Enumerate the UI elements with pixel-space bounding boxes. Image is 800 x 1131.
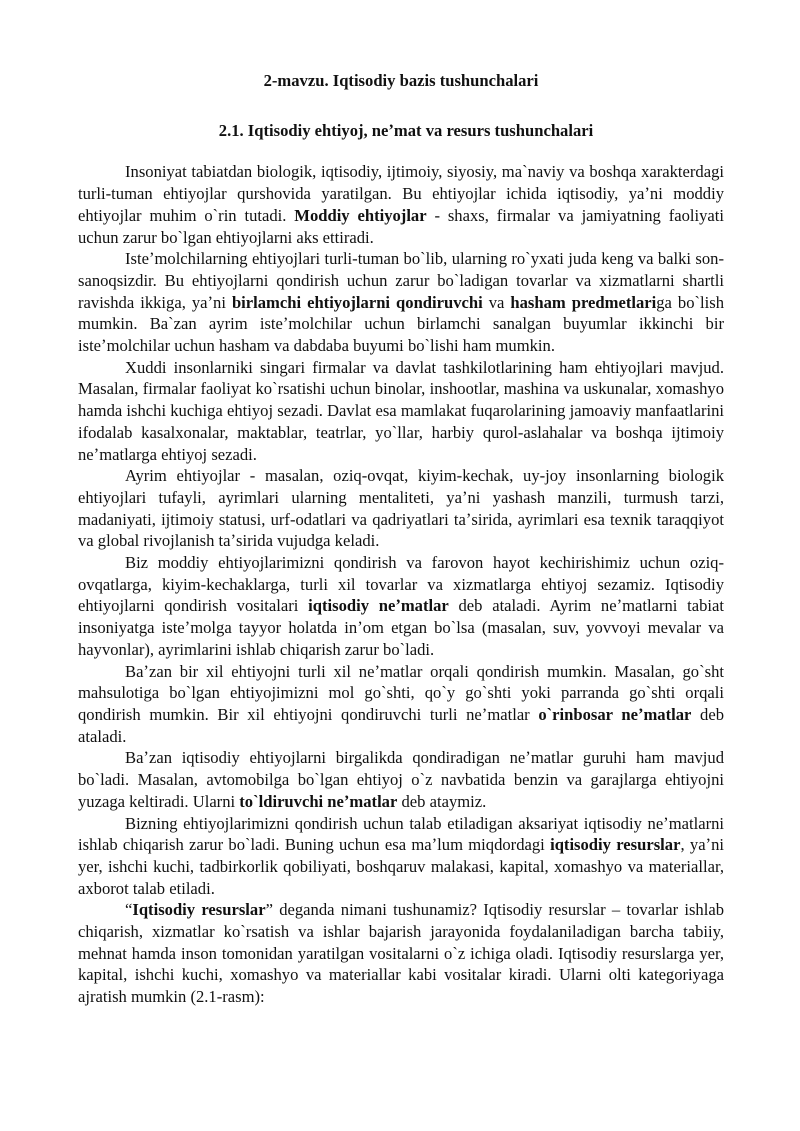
paragraph [78, 465, 724, 552]
text-run: ” deganda nimani tushunamiz? Iqtisodiy resurslar – tovarlar ishlab chiqarish, xizmatlar ko`rsatish va ishlar bajarish jarayonida foydalaniladigan barcha tabiiy, mehnat hamda inson tomonidan yaratilgan vositalarni o`z ichiga oladi. Iqtisodiy resurslarga yer, kapital, ishchi kuchi, xomashyo va materiallar kabi vositalar kiradi. Ularni olti kategoriyaga ajratish mumkin (2.1-rasm): [78, 900, 725, 1007]
paragraph [78, 813, 724, 900]
bold-term: to`ldiruvchi neʼmatlar [239, 791, 398, 811]
bold-term: iqtisodiy neʼmatlar [308, 596, 449, 616]
text-run: va [482, 292, 511, 312]
text-run: - shaxs, firmalar va jamiyatning faoliyati uchun zarur bo`lgan ehtiyojlarni aks ettiradi. [78, 205, 724, 247]
text-run: Baʼzan bir xil ehtiyojni turli xil neʼmatlar orqali qondirish mumkin. Masalan, go`sht mahsulotiga bo`lgan ehtiyojimizni mol go`shti, qo`y go`shti yoki parranda go`shti orqali qondirish mumkin. Bir xil ehtiyojni qondiruvchi turli neʼmatlar [78, 661, 724, 724]
document-page [78, 70, 724, 1008]
bold-term: Moddiy ehtiyojlar [294, 205, 427, 225]
bold-term: birlamchi ehtiyojlarni qondiruvchi [231, 292, 483, 312]
bold-term: Iqtisodiy resurslar [132, 900, 266, 920]
text-run: Biz moddiy ehtiyojlarimizni qondirish va farovon hayot kechirishimiz uchun oziq-ovqatlarga, kiyim-kechaklarga, turli xil tovarlar va xizmatlarga ehtiyoj sezamiz. Iqtisodiy ehtiyojlarni qondirish vositalari [78, 553, 724, 616]
paragraph [78, 661, 724, 748]
section-subtitle: 2.1. Iqtisodiy ehtiyoj, neʼmat va resurs tushunchalari [218, 120, 594, 140]
text-run: deb ataymiz. [397, 791, 487, 811]
text-run: Baʼzan iqtisodiy ehtiyojlarni birgalikda qondiradigan neʼmatlar guruhi ham mavjud bo`ladi. Masalan, avtomobilga bo`lgan ehtiyoj o`z navbatida benzin va garajlarga ehtiyojni yuzaga keltiradi. Ularni [78, 748, 724, 811]
text-run: Insoniyat tabiatdan biologik, iqtisodiy, ijtimoiy, siyosiy, ma`naviy va boshqa xarakterdagi turli-tuman ehtiyojlar qurshovida yaratilgan. Bu ehtiyojlar ichida iqtisodiy, yaʼni moddiy ehtiyojlar muhim o`rin tutadi. [78, 162, 724, 225]
bold-term: o`rinbosar neʼmatlar [538, 704, 692, 724]
text-run: , yaʼni yer, ishchi kuchi, tadbirkorlik qobiliyati, boshqaruv malakasi, kapital, xomashyo va materiallar, axborot talab etiladi. [78, 835, 724, 898]
paragraph [78, 747, 724, 812]
text-run: Xuddi insonlarniki singari firmalar va davlat tashkilotlarining ham ehtiyojlari mavjud. Masalan, firmalar faoliyat ko`rsatishi uchun binolar, inshootlar, mashina va uskunalar, xomashyo hamda ishchi kuchiga ehtiyoj sezadi. Davlat esa mamlakat fuqarolarining jamoaviy manfaatlarini ifodalab kasalxonalar, maktablar, teatrlar, yo`llar, harbiy qurol-aslahalar va boshqa ijtimoiy neʼmatlarga ehtiyoj sezadi. [78, 357, 724, 464]
paragraph [78, 899, 724, 1008]
paragraph [78, 357, 724, 466]
text-run: deb ataladi. Ayrim neʼmatlarni tabiat insoniyatga isteʼmolga tayyor holatda inʼom etgan bo`lsa (masalan, suv, yovvoyi mevalar va hayvonlar), ayrimlarini ishlab chiqarish zarur bo`ladi. [78, 596, 724, 659]
bold-term: iqtisodiy resurslar [550, 835, 681, 855]
page-title: 2-mavzu. Iqtisodiy bazis tushunchalari [263, 71, 539, 90]
paragraph [78, 248, 724, 357]
body-text [78, 161, 724, 1007]
paragraph [78, 552, 724, 661]
text-run: Ayrim ehtiyojlar - masalan, oziq-ovqat, kiyim-kechak, uy-joy insonlarning biologik ehtiyojlari tufayli, ayrimlari ularning mentaliteti, yaʼni yashash manzili, turmush tarzi, madaniyati, ijtimoiy statusi, urf-odatlari va qadriyatlari taʼsirida, ayrimlari esa texnik taraqqiyot va global rivojlanish taʼsirida vujudga keladi. [78, 466, 724, 551]
text-run: “ [125, 900, 133, 920]
text-run: Bizning ehtiyojlarimizni qondirish uchun talab etiladigan aksariyat iqtisodiy neʼmatlarni ishlab chiqarish zarur bo`ladi. Buning uchun esa maʼlum miqdordagi [78, 813, 724, 855]
text-run: ga bo`lish mumkin. Ba`zan ayrim isteʼmolchilar uchun birlamchi sanalgan buyumlar ikkinchi bir isteʼmolchilar uchun hasham va dabdaba buyumi bo`lishi ham mumkin. [78, 292, 724, 356]
paragraph [78, 161, 724, 248]
text-run: Isteʼmolchilarning ehtiyojlari turli-tuman bo`lib, ularning ro`yxati juda keng va balki son-sanoqsizdir. Bu ehtiyojlarni qondirish uchun zarur bo`ladigan tovarlar va xizmatlarni shartli ravishda ikkiga, yaʼni [78, 249, 724, 312]
bold-term: hasham predmetlari [510, 292, 657, 312]
text-run: deb ataladi. [78, 704, 724, 746]
